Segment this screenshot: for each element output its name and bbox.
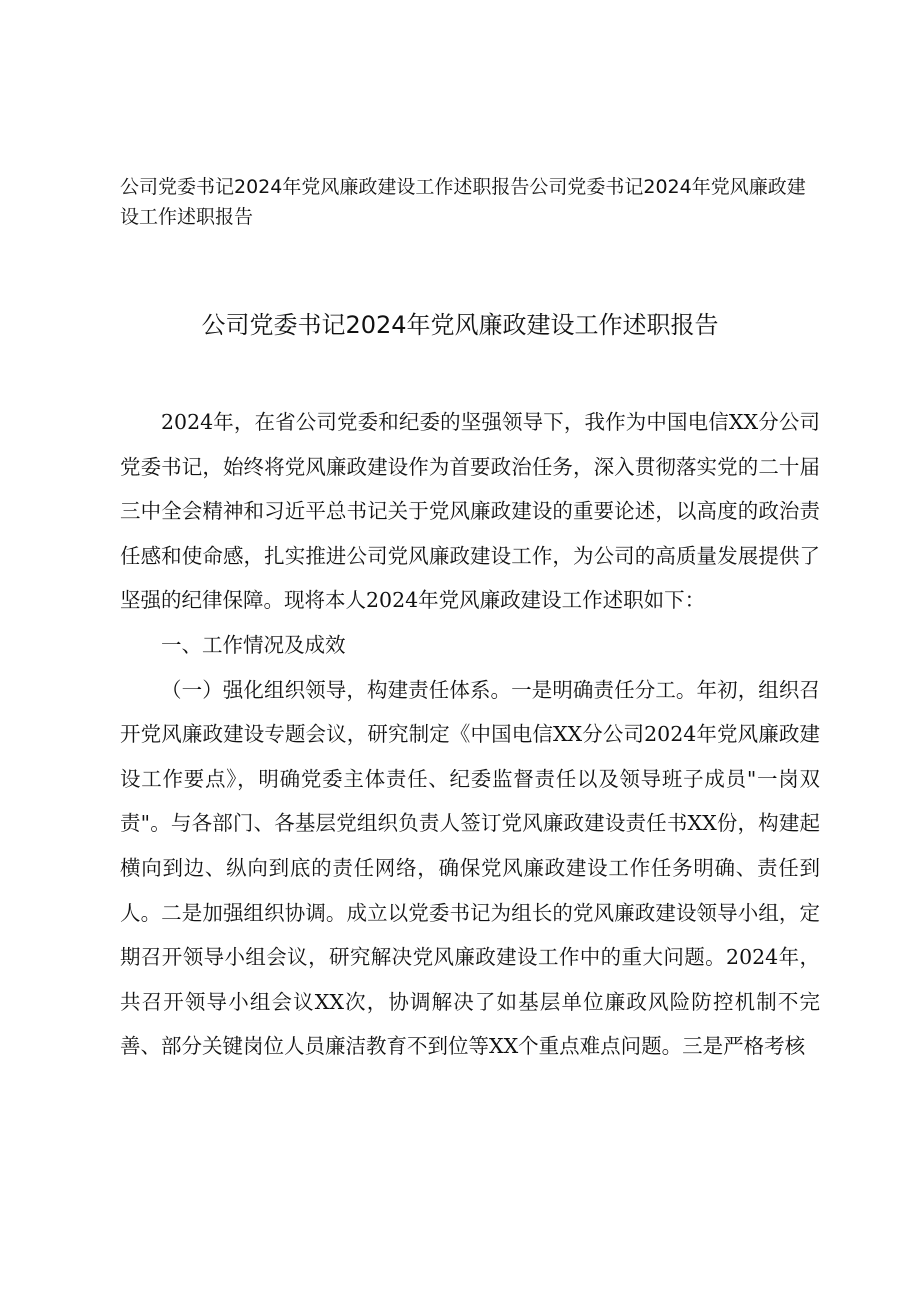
document-title: 公司党委书记2024年党风廉政建设工作述职报告 xyxy=(201,311,719,339)
paragraph-subsection-1: （一）强化组织领导，构建责任体系。一是明确责任分工。年初，组织召开党风廉政建设专题会议，研究制定《中国电信XX分公司2024年党风廉政建设工作要点》，明确党委主体责任、纪委监督责任以及领导班子成员"一岗双责"。与各部门、各基层党组织负责人签订党风廉政建设责任书XX份，构建起横向到边、纵向到底的责任网络，确保党风廉政建设工作任务明确、责任到人。二是加强组织协调。成立以党委书记为组长的党风廉政建设领导小组，定期召开领导小组会议，研究解决党风廉政建设工作中的重大问题。2024年，共召开领导小组会议XX次，协调解决了如基层单位廉政风险防控机制不完善、部分关键岗位人员廉洁教育不到位等XX个重点难点问题。三是严格考核 xyxy=(120,677,820,1059)
section-heading-1: 一、工作情况及成效 xyxy=(161,632,346,657)
document-header-line: 公司党委书记2024年党风廉政建设工作述职报告公司党委书记2024年党风廉政建设工作述职报告 xyxy=(120,176,806,228)
paragraph-intro: 2024年，在省公司党委和纪委的坚强领导下，我作为中国电信XX分公司党委书记，始终将党风廉政建设作为首要政治任务，深入贯彻落实党的二十届三中全会精神和习近平总书记关于党风廉政建设的重要论述，以高度的政治责任感和使命感，扎实推进公司党风廉政建设工作，为公司的高质量发展提供了坚强的纪律保障。现将本人2024年党风廉政建设工作述职如下： xyxy=(120,410,820,613)
document-body xyxy=(120,400,820,1069)
